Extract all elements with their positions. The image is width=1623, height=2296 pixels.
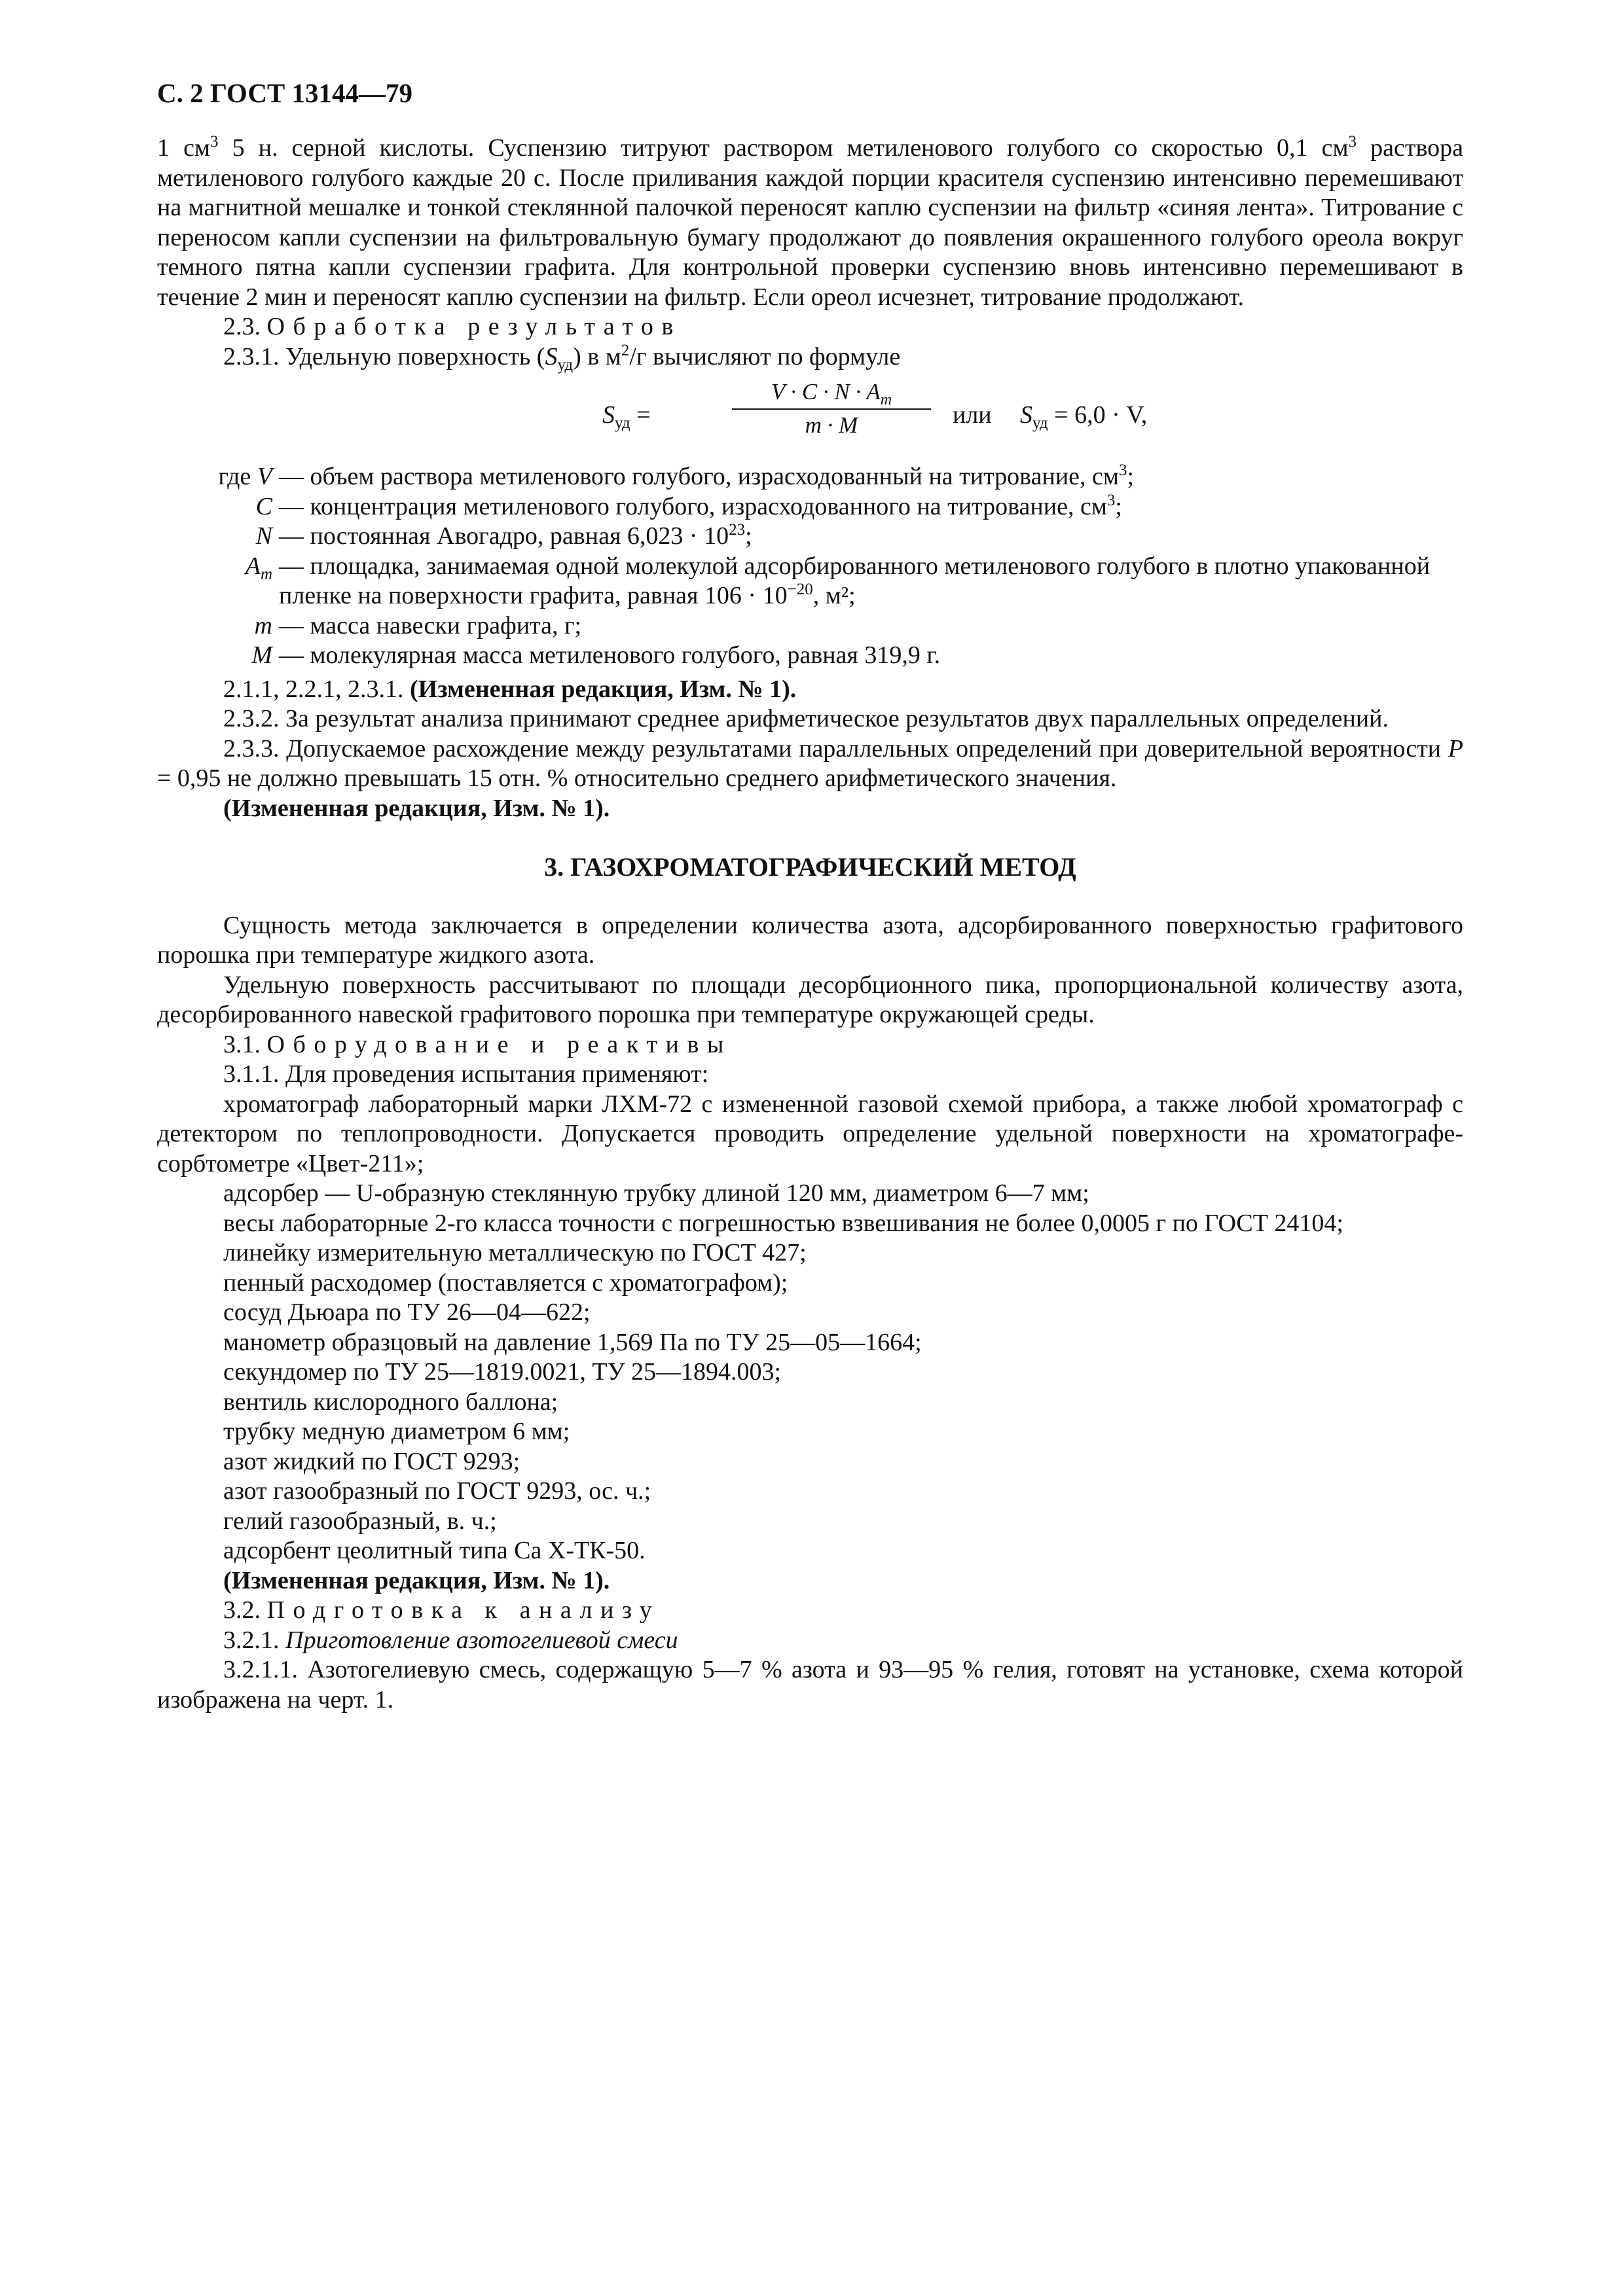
def-sup: 3	[1106, 491, 1116, 509]
definition-text	[272, 522, 1463, 552]
section-3-1-title: Оборудование и реактивы	[266, 1030, 732, 1058]
section-3-2-1-1: 3.2.1.1. Азотогелиевую смесь, содержащую 5—7 % азота и 93—95 % гелия, готовят на установке, схема которой изображена на черт. 1.	[157, 1656, 1463, 1713]
definition-symbol	[157, 462, 272, 492]
equipment-item: секундомер по ТУ 25—1819.0021, ТУ 25—1894.003;	[223, 1358, 782, 1386]
def-sym: N	[255, 522, 272, 550]
formula-fraction	[732, 377, 931, 440]
section-3-1-number: 3.1.	[223, 1030, 261, 1058]
formula-lhs	[602, 401, 651, 431]
formula-numerator-sub: m	[880, 391, 892, 408]
equipment-item: вентиль кислородного баллона;	[223, 1388, 558, 1416]
equipment-item: хроматограф лабораторный марки ЛХМ-72 с измененной газовой схемой прибора, а также любой хроматограф с детектором по теплопроводности. Допускается проводить определение удельной поверхности на хроматографе-сорбтометре «Цвет-211»;	[157, 1090, 1463, 1177]
definition-row	[157, 522, 1463, 552]
formula-eq: =	[630, 401, 651, 429]
surface-calculation: Удельную поверхность рассчитывают по площади десорбционного пика, пропорциональной количеству азота, десорбированного навеской графитового порошка при температуре окружающей среды.	[157, 971, 1463, 1028]
definition-row	[157, 641, 1463, 671]
intro-text-b: 5 н. серной кислоты. Суспензию титруют раствором метиленового голубого со скоростью 0,1 см	[218, 134, 1349, 162]
equipment-item: весы лабораторные 2-го класса точности с погрешностью взвешивания не более 0,0005 г по ГОСТ 24104;	[223, 1209, 1343, 1237]
def-tail: , м²;	[812, 582, 856, 609]
symbol-definitions	[157, 462, 1463, 671]
def-sup: 3	[1118, 461, 1127, 479]
formula-numerator	[732, 377, 931, 407]
def-tail: ;	[1127, 463, 1135, 490]
section-3-2-number: 3.2.	[223, 1596, 261, 1624]
def-text: — объем раствора метиленового голубого, израсходованный на титрование, см	[279, 463, 1119, 490]
section-3-2-1	[157, 1626, 1463, 1656]
equipment-item: гелий газообразный, в. ч.;	[223, 1507, 497, 1535]
s231-text-a: 2.3.1. Удельную поверхность (	[223, 342, 545, 370]
s231-sym: S	[545, 342, 558, 370]
section-2-3-title: Обработка результатов	[266, 313, 682, 340]
s233-text-a: 2.3.3. Допускаемое расхождение между результатами параллельных определений при доверительной вероятности	[223, 734, 1448, 762]
equipment-item: трубку медную диаметром 6 мм;	[223, 1418, 570, 1445]
formula-rhs-rest: = 6,0 · V,	[1048, 401, 1148, 429]
section-2-3-heading	[157, 312, 1463, 342]
intro-sup-2: 3	[1348, 133, 1357, 151]
definition-row	[157, 492, 1463, 522]
section-3-1-heading	[157, 1030, 1463, 1060]
def-text: — постоянная Авогадро, равная 6,023 · 10	[279, 522, 729, 550]
definition-text	[272, 641, 1463, 671]
fraction-bar	[732, 408, 931, 410]
def-text: — масса навески графита, г;	[279, 611, 582, 639]
formula-or: или	[953, 401, 992, 429]
equipment-item: манометр образцовый на давление 1,569 Па по ТУ 25—05—1664;	[223, 1328, 922, 1356]
intro-text-a: 1 см	[157, 134, 210, 162]
equipment-item: адсорбент цеолитный типа Са Х-ТК-50.	[223, 1537, 646, 1564]
definition-symbol	[157, 492, 272, 522]
def-sub: m	[260, 565, 272, 583]
section-3-2-heading	[157, 1596, 1463, 1626]
section-2-3-number: 2.3.	[223, 313, 261, 340]
def-sup: 23	[729, 521, 746, 539]
intro-sup-1: 3	[210, 133, 219, 151]
def-tail: ;	[1115, 492, 1122, 520]
formula-rhs-sub: уд	[1032, 414, 1048, 432]
definition-symbol	[157, 552, 272, 582]
equipment-item: пенный расходомер (поставляется с хроматографом);	[223, 1268, 788, 1297]
def-sym: A	[245, 552, 261, 580]
equipment-item: линейку измерительную металлическую по ГОСТ 427;	[223, 1239, 807, 1266]
formula-specific-surface	[157, 377, 1463, 454]
page-header: С. 2 ГОСТ 13144—79	[157, 78, 413, 108]
equipment-item: адсорбер — U-образную стеклянную трубку длиной 120 мм, диаметром 6—7 мм;	[223, 1179, 1089, 1207]
definition-symbol	[157, 641, 272, 671]
amendment-1-refs: 2.1.1, 2.2.1, 2.3.1.	[223, 675, 410, 703]
def-text: — концентрация метиленового голубого, израсходованного на титрование, см	[279, 492, 1107, 520]
def-tail: ;	[745, 522, 752, 550]
s233-text-b: = 0,95 не должно превышать 15 отн. % относительно среднего арифметического значения.	[157, 764, 1117, 792]
def-text: — площадка, занимаемая одной молекулой адсорбированного метиленового голубого в плотно упакованной пленке на поверхности графита, равная 106 · 10	[279, 552, 1431, 609]
formula-denominator: m · M	[805, 412, 858, 438]
def-sym: M	[251, 641, 272, 669]
definition-row	[157, 552, 1463, 611]
def-lead: где	[218, 463, 257, 490]
formula-rhs-sym: S	[1020, 401, 1032, 429]
amendment-1-text: (Измененная редакция, Изм. № 1).	[410, 675, 797, 703]
formula-lhs-sub: уд	[615, 414, 630, 432]
section-3-title: 3. ГАЗОХРОМАТОГРАФИЧЕСКИЙ МЕТОД	[544, 852, 1076, 882]
formula-rhs	[1020, 401, 1147, 431]
section-3-2-1-number: 3.2.1.	[223, 1626, 285, 1654]
def-sym: C	[255, 492, 272, 520]
section-2-3-2: 2.3.2. За результат анализа принимают среднее арифметическое результатов двух параллельных определений.	[223, 705, 1389, 732]
definition-text	[272, 462, 1463, 492]
amendment-note-3: (Измененная редакция, Изм. № 1).	[223, 1566, 610, 1594]
equipment-item: сосуд Дьюара по ТУ 26—04—622;	[223, 1299, 591, 1326]
section-3-1-1: 3.1.1. Для проведения испытания применяют:	[223, 1060, 709, 1088]
s231-text-c: /г вычисляют по формуле	[629, 342, 901, 370]
amendment-note-2: (Измененная редакция, Изм. № 1).	[223, 794, 610, 822]
definition-symbol	[157, 522, 272, 552]
section-2-3-1	[157, 342, 1463, 372]
equipment-item: азот газообразный по ГОСТ 9293, ос. ч.;	[223, 1477, 651, 1505]
section-2-3-3	[157, 734, 1463, 794]
definition-row	[157, 611, 1463, 641]
s233-p: P	[1448, 734, 1463, 762]
definition-text	[272, 611, 1463, 641]
s231-text-b: ) в м	[573, 342, 621, 370]
definition-symbol	[157, 611, 272, 641]
equipment-item: азот жидкий по ГОСТ 9293;	[223, 1447, 520, 1475]
definition-row	[157, 462, 1463, 492]
amendment-note-1	[157, 675, 1463, 705]
formula-lhs-sym: S	[602, 401, 615, 429]
intro-paragraph	[157, 134, 1463, 312]
def-sym: m	[254, 611, 272, 639]
section-3-2-1-title: Приготовление азотогелиевой смеси	[285, 1626, 678, 1654]
def-sup: −20	[787, 581, 813, 598]
s231-sub: уд	[557, 355, 574, 374]
s231-sup: 2	[621, 341, 630, 359]
document-page	[157, 77, 1463, 1715]
intro-text-c: раствора метиленового голубого каждые 20 с. После приливания каждой порции красителя суспензию интенсивно перемешивают на магнитной мешалке и тонкой стеклянной палочкой переносят каплю суспензии на фильтр «синяя лента». Титрование с переносом капли суспензии на фильтровальную бумагу продолжают до появления окрашенного голубого ореола вокруг темного пятна капли суспензии графита. Для контрольной проверки суспензию вновь интенсивно перемешивают в течение 2 мин и переносят каплю суспензии на фильтр. Если ореол исчезнет, титрование продолжают.	[157, 134, 1464, 311]
definition-text	[272, 492, 1463, 522]
section-3-2-title: Подготовка к анализу	[266, 1596, 661, 1624]
definition-text	[272, 552, 1463, 611]
def-text: — молекулярная масса метиленового голубого, равная 319,9 г.	[279, 641, 941, 669]
def-sym: V	[257, 463, 272, 490]
method-essence: Сущность метода заключается в определении количества азота, адсорбированного поверхностью графитового порошка при температуре жидкого азота.	[157, 911, 1463, 969]
formula-numerator-text: V · C · N · A	[771, 379, 881, 404]
